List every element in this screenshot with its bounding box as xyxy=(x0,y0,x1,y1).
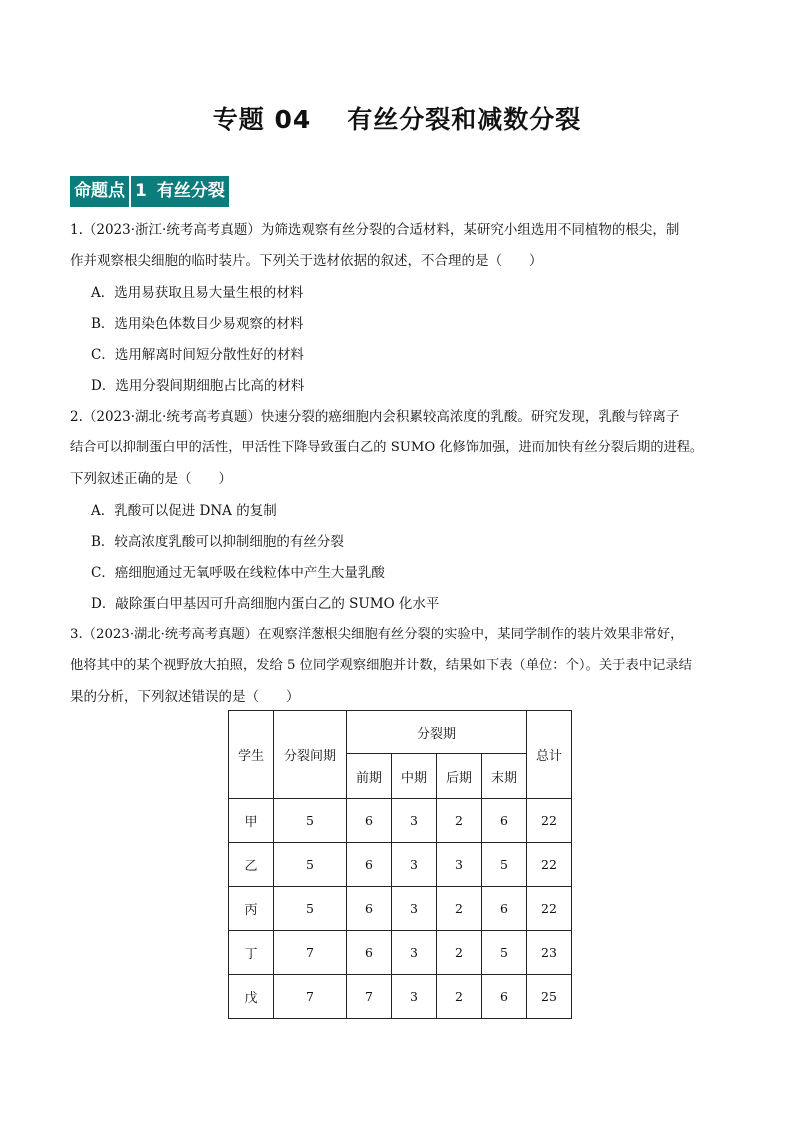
table-cell: 2 xyxy=(437,887,482,931)
section-header xyxy=(70,176,229,207)
table-cell-total: 22 xyxy=(527,887,572,931)
table-cell: 6 xyxy=(482,975,527,1019)
table-cell: 2 xyxy=(437,799,482,843)
table-cell: 3 xyxy=(392,887,437,931)
table-cell: 6 xyxy=(482,887,527,931)
table-cell: 6 xyxy=(347,843,392,887)
question-2-stem-line-3: 下列叙述正确的是（ ） xyxy=(70,471,232,487)
table-cell: 6 xyxy=(347,887,392,931)
table-cell-total: 22 xyxy=(527,799,572,843)
table-cell: 6 xyxy=(482,799,527,843)
question-1-option-b: B．选用染色体数目少易观察的材料 xyxy=(91,316,304,332)
table-cell-student: 丙 xyxy=(229,887,274,931)
header-metaphase: 中期 xyxy=(392,754,437,799)
question-1-option-d: D．选用分裂间期细胞占比高的材料 xyxy=(91,378,305,394)
table-cell: 7 xyxy=(274,931,347,975)
table-cell: 5 xyxy=(482,931,527,975)
question-2-option-b: B．较高浓度乳酸可以抑制细胞的有丝分裂 xyxy=(91,534,344,550)
question-2-option-a: A．乳酸可以促进 DNA 的复制 xyxy=(91,503,277,519)
question-2-stem-line-2: 结合可以抑制蛋白甲的活性，甲活性下降导致蛋白乙的 SUMO 化修饰加强，进而加快有丝分裂后期的进程。 xyxy=(70,440,704,455)
page-title xyxy=(0,100,794,136)
header-total: 总计 xyxy=(527,711,572,799)
table-row xyxy=(229,931,572,975)
table-cell: 3 xyxy=(392,843,437,887)
section-label: 命题点 xyxy=(70,176,129,207)
table-cell: 5 xyxy=(274,843,347,887)
question-1-option-a: A．选用易获取且易大量生根的材料 xyxy=(91,285,304,301)
table-cell: 2 xyxy=(437,931,482,975)
table-cell-student: 丁 xyxy=(229,931,274,975)
table-cell-student: 甲 xyxy=(229,799,274,843)
table-cell-total: 22 xyxy=(527,843,572,887)
table-cell: 5 xyxy=(482,843,527,887)
title-topic-name: 有丝分裂和减数分裂 xyxy=(347,105,582,134)
table-cell: 5 xyxy=(274,887,347,931)
table-cell: 3 xyxy=(392,931,437,975)
question-1-stem-line-2: 作并观察根尖细胞的临时装片。下列关于选材依据的叙述，不合理的是（ ） xyxy=(70,253,543,269)
question-2-stem-line-1: 2.（2023·湖北·统考高考真题）快速分裂的癌细胞内会积累较高浓度的乳酸。研究发现，乳酸与锌离子 xyxy=(70,409,680,425)
table-cell: 3 xyxy=(392,799,437,843)
section-number: 1 xyxy=(135,181,157,201)
question-3-stem-line-2: 他将其中的某个视野放大拍照，发给 5 位同学观察细胞并计数，结果如下表（单位：个）。关于表中记录结 xyxy=(70,658,692,673)
table-cell: 7 xyxy=(347,975,392,1019)
section-name xyxy=(131,176,229,207)
header-interphase: 分裂间期 xyxy=(274,711,347,799)
header-mitosis: 分裂期 xyxy=(347,711,527,754)
table-cell: 2 xyxy=(437,975,482,1019)
table-cell-total: 25 xyxy=(527,975,572,1019)
table-row xyxy=(229,975,572,1019)
table-cell: 6 xyxy=(347,799,392,843)
question-3-stem-line-3: 果的分析，下列叙述错误的是（ ） xyxy=(70,689,300,705)
table-cell-student: 乙 xyxy=(229,843,274,887)
title-topic-number: 专题 04 xyxy=(212,105,312,134)
question-2-option-c: C．癌细胞通过无氧呼吸在线粒体中产生大量乳酸 xyxy=(91,565,385,581)
cell-count-table xyxy=(228,710,572,1019)
question-2-option-d: D．敲除蛋白甲基因可升高细胞内蛋白乙的 SUMO 化水平 xyxy=(91,596,440,612)
table-cell: 5 xyxy=(274,799,347,843)
header-prophase: 前期 xyxy=(347,754,392,799)
table-cell-total: 23 xyxy=(527,931,572,975)
table-row xyxy=(229,887,572,931)
header-student: 学生 xyxy=(229,711,274,799)
table-cell: 3 xyxy=(437,843,482,887)
header-anaphase: 后期 xyxy=(437,754,482,799)
table-row xyxy=(229,799,572,843)
table-cell: 6 xyxy=(347,931,392,975)
question-1-option-c: C．选用解离时间短分散性好的材料 xyxy=(91,347,304,363)
table-row xyxy=(229,843,572,887)
table-cell: 3 xyxy=(392,975,437,1019)
section-title: 有丝分裂 xyxy=(156,181,225,201)
table-cell-student: 戊 xyxy=(229,975,274,1019)
question-3-stem-line-1: 3.（2023·湖北·统考高考真题）在观察洋葱根尖细胞有丝分裂的实验中，某同学制作的装片效果非常好， xyxy=(70,627,684,642)
question-1-stem-line-1: 1.（2023·浙江·统考高考真题）为筛选观察有丝分裂的合适材料，某研究小组选用不同植物的根尖，制 xyxy=(70,222,680,238)
table-cell: 7 xyxy=(274,975,347,1019)
header-telophase: 末期 xyxy=(482,754,527,799)
